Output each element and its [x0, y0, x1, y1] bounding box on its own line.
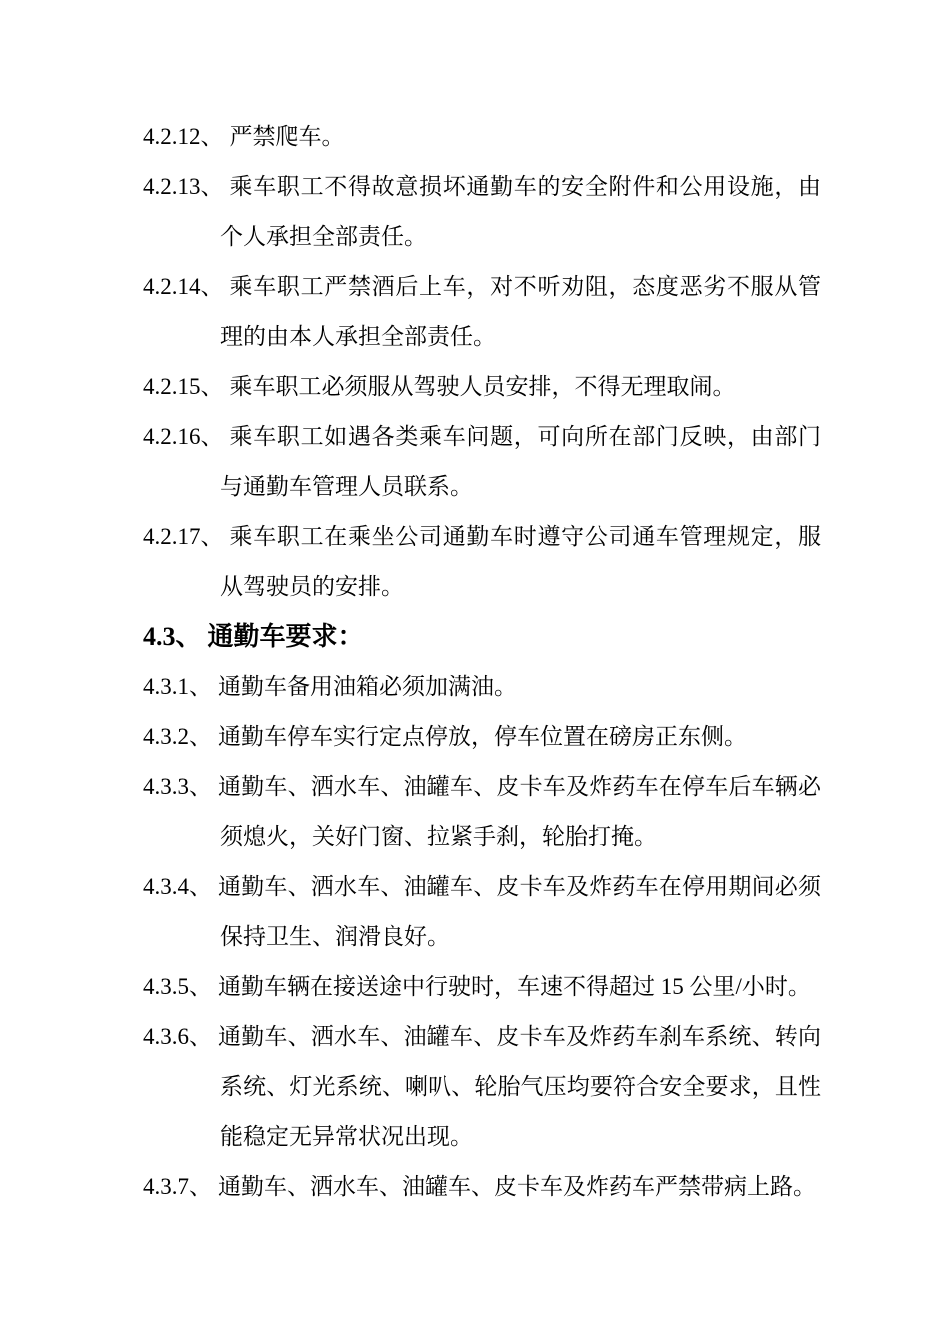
text-line: 能稳定无异常状况出现。 — [220, 1124, 473, 1149]
document-paragraph — [143, 1162, 821, 1212]
item-text: 乘车职工在乘坐公司通勤车时遵守公司通车管理规定，服 — [229, 524, 821, 549]
item-number: 4.3.4、 — [143, 874, 212, 899]
text-line: 个人承担全部责任。 — [220, 224, 427, 249]
item-text: 严禁爬车。 — [229, 124, 345, 149]
text-line — [143, 512, 821, 562]
item-text: 乘车职工严禁酒后上车，对不听劝阻，态度恶劣不服从管 — [229, 274, 821, 299]
item-text: 乘车职工如遇各类乘车问题，可向所在部门反映，由部门 — [229, 424, 821, 449]
document-paragraph — [143, 412, 821, 512]
document-paragraph — [143, 512, 821, 612]
section-heading — [143, 612, 821, 662]
document-paragraph — [143, 762, 821, 862]
item-number: 4.3、 — [143, 622, 202, 651]
item-number: 4.2.17、 — [143, 524, 224, 549]
document-paragraph — [143, 962, 821, 1012]
item-number: 4.3.1、 — [143, 674, 212, 699]
text-line — [143, 362, 821, 412]
item-number: 4.3.5、 — [143, 974, 212, 999]
text-line — [143, 612, 821, 662]
item-number: 4.2.12、 — [143, 124, 224, 149]
text-line — [143, 112, 821, 162]
item-text: 乘车职工不得故意损坏通勤车的安全附件和公用设施，由 — [229, 174, 821, 199]
document-paragraph — [143, 1012, 821, 1162]
text-line: 须熄火，关好门窗、拉紧手刹，轮胎打掩。 — [220, 824, 657, 849]
item-text: 通勤车、洒水车、油罐车、皮卡车及炸药车严禁带病上路。 — [218, 1174, 816, 1199]
document-paragraph — [143, 862, 821, 962]
item-number: 4.3.6、 — [143, 1024, 212, 1049]
text-line — [143, 712, 821, 762]
text-line — [143, 1012, 821, 1062]
item-text: 通勤车辆在接送途中行驶时，车速不得超过 15 公里/小时。 — [218, 974, 811, 999]
item-text: 通勤车、洒水车、油罐车、皮卡车及炸药车在停用期间必须 — [218, 874, 821, 899]
text-line — [143, 1162, 821, 1212]
item-text: 通勤车、洒水车、油罐车、皮卡车及炸药车刹车系统、转向 — [218, 1024, 821, 1049]
text-line: 保持卫生、润滑良好。 — [220, 924, 450, 949]
text-line: 系统、灯光系统、喇叭、轮胎气压均要符合安全要求，且性 — [220, 1074, 821, 1099]
document-paragraph — [143, 162, 821, 262]
document-paragraph — [143, 262, 821, 362]
text-line — [143, 412, 821, 462]
document-paragraph — [143, 712, 821, 762]
text-line: 从驾驶员的安排。 — [220, 574, 404, 599]
text-line: 理的由本人承担全部责任。 — [220, 324, 496, 349]
text-line — [143, 262, 821, 312]
item-number: 4.2.15、 — [143, 374, 224, 399]
item-number: 4.3.2、 — [143, 724, 212, 749]
text-line — [143, 162, 821, 212]
section-heading-text: 通勤车要求： — [207, 622, 364, 651]
item-number: 4.3.7、 — [143, 1174, 212, 1199]
item-text: 乘车职工必须服从驾驶人员安排，不得无理取闹。 — [229, 374, 736, 399]
text-line — [143, 662, 821, 712]
text-line — [143, 762, 821, 812]
item-text: 通勤车备用油箱必须加满油。 — [218, 674, 517, 699]
item-number: 4.3.3、 — [143, 774, 212, 799]
item-number: 4.2.14、 — [143, 274, 224, 299]
item-text: 通勤车、洒水车、油罐车、皮卡车及炸药车在停车后车辆必 — [218, 774, 821, 799]
document-paragraph — [143, 112, 821, 162]
text-line — [143, 962, 821, 1012]
text-line: 与通勤车管理人员联系。 — [220, 474, 473, 499]
text-line — [143, 862, 821, 912]
item-text: 通勤车停车实行定点停放，停车位置在磅房正东侧。 — [218, 724, 747, 749]
document-paragraph — [143, 362, 821, 412]
item-number: 4.2.16、 — [143, 424, 224, 449]
item-number: 4.2.13、 — [143, 174, 224, 199]
document-paragraph — [143, 662, 821, 712]
